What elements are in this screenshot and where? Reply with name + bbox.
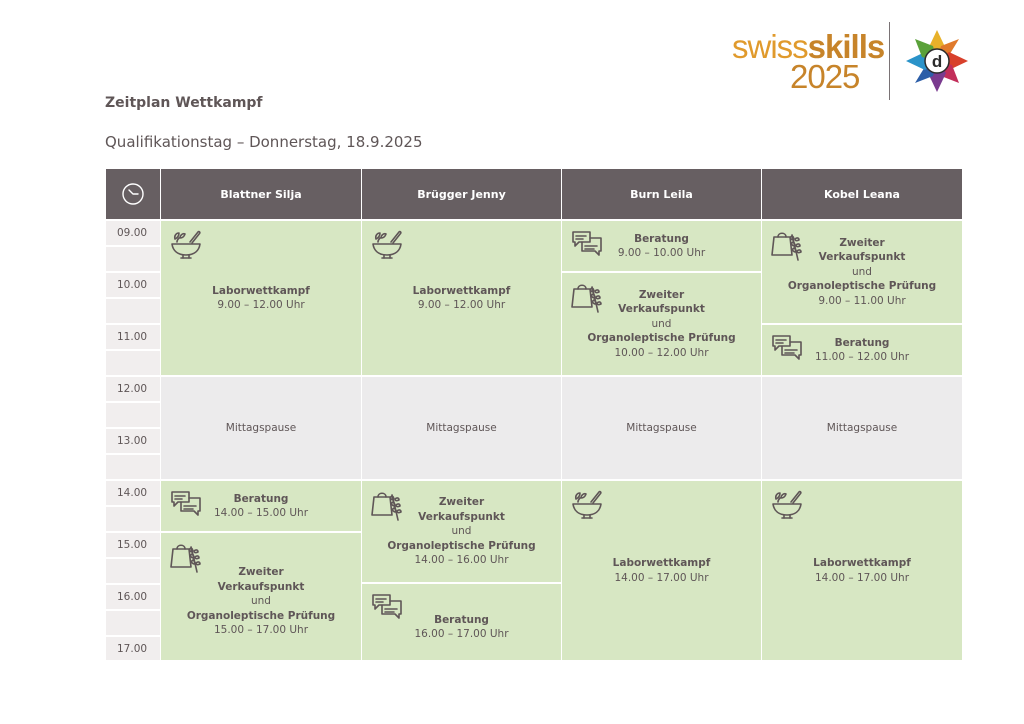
activity-zweiter-verkaufspunkt: Zweiter Verkaufspunkt und Organoleptische Prüfung 15.00 – 17.00 Uhr: [161, 533, 361, 660]
time-cell: 13.00: [106, 429, 160, 453]
activity-beratung: Beratung 11.00 – 12.00 Uhr: [762, 325, 962, 375]
time-cell: [106, 299, 160, 323]
time-cell: 14.00: [106, 481, 160, 505]
star-badge-icon: [904, 28, 970, 94]
shopping-bag-herb-icon: [770, 227, 804, 261]
lunch-break: Mittagspause: [762, 377, 962, 479]
time-cell: 12.00: [106, 377, 160, 401]
shopping-bag-herb-icon: [169, 539, 203, 573]
logo-divider: [889, 22, 890, 100]
time-cell: [106, 403, 160, 427]
time-cell: [106, 455, 160, 479]
mortar-pestle-icon: [770, 487, 804, 521]
swissskills-logo: [732, 22, 972, 102]
activity-zweiter-verkaufspunkt: Zweiter Verkaufspunkt und Organoleptische Prüfung 14.00 – 16.00 Uhr: [362, 481, 561, 582]
speech-bubbles-icon: [770, 331, 804, 365]
time-cell: 11.00: [106, 325, 160, 349]
column-header-3: Burn Leila: [562, 169, 761, 219]
activity-zweiter-verkaufspunkt: Zweiter Verkaufspunkt und Organoleptische Prüfung 9.00 – 11.00 Uhr: [762, 221, 962, 323]
time-cell: 17.00: [106, 637, 160, 660]
schedule-table: [106, 169, 962, 660]
speech-bubbles-icon: [570, 227, 604, 261]
mortar-pestle-icon: [370, 227, 404, 261]
time-header-cell: [106, 169, 160, 219]
lunch-break: Mittagspause: [161, 377, 361, 479]
activity-zweiter-verkaufspunkt: Zweiter Verkaufspunkt und Organoleptische Prüfung 10.00 – 12.00 Uhr: [562, 273, 761, 375]
activity-beratung: Beratung 9.00 – 10.00 Uhr: [562, 221, 761, 271]
logo-wordmark: swissskills: [732, 28, 885, 65]
activity-laborwettkampf: Laborwettkampf 14.00 – 17.00 Uhr: [762, 481, 962, 660]
time-cell: [106, 247, 160, 271]
activity-laborwettkampf: Laborwettkampf 9.00 – 12.00 Uhr: [362, 221, 561, 375]
activity-beratung: Beratung 14.00 – 15.00 Uhr: [161, 481, 361, 531]
shopping-bag-herb-icon: [370, 487, 404, 521]
column-header-4: Kobel Leana: [762, 169, 962, 219]
mortar-pestle-icon: [570, 487, 604, 521]
lunch-break: Mittagspause: [362, 377, 561, 479]
activity-beratung: Beratung 16.00 – 17.00 Uhr: [362, 584, 561, 660]
activity-laborwettkampf: Laborwettkampf 14.00 – 17.00 Uhr: [562, 481, 761, 660]
time-cell: 10.00: [106, 273, 160, 297]
time-cell: 15.00: [106, 533, 160, 557]
time-cell: 09.00: [106, 221, 160, 245]
time-cell: [106, 611, 160, 635]
lunch-break: Mittagspause: [562, 377, 761, 479]
time-cell: [106, 559, 160, 583]
logo-year: 2025: [790, 58, 860, 95]
column-header-1: Blattner Silja: [161, 169, 361, 219]
page-title: Zeitplan Wettkampf: [105, 95, 263, 111]
clock-icon: [121, 182, 145, 206]
speech-bubbles-icon: [370, 590, 404, 624]
time-cell: 16.00: [106, 585, 160, 609]
logo-badge-letter: d: [931, 52, 943, 71]
speech-bubbles-icon: [169, 487, 203, 521]
column-header-2: Brügger Jenny: [362, 169, 561, 219]
page-subtitle: Qualifikationstag – Donnerstag, 18.9.2025: [105, 133, 423, 151]
shopping-bag-herb-icon: [570, 279, 604, 313]
time-cell: [106, 507, 160, 531]
activity-laborwettkampf: Laborwettkampf 9.00 – 12.00 Uhr: [161, 221, 361, 375]
time-cell: [106, 351, 160, 375]
mortar-pestle-icon: [169, 227, 203, 261]
